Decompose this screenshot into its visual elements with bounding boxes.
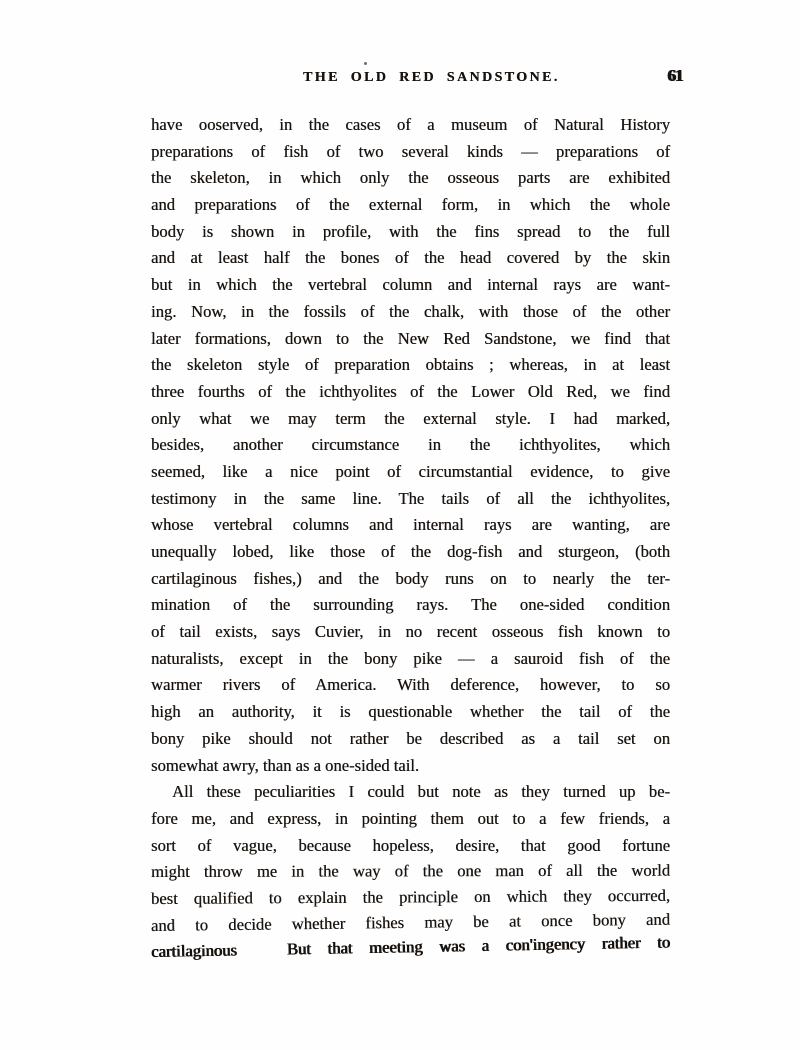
body-text (151, 112, 670, 966)
text-line: the skeleton, in which only the osseous parts are exhibited (151, 168, 670, 188)
text-line: preparations of fish of two several kinds — preparations of (151, 141, 670, 161)
text-line: mination of the surrounding rays. The one-sided condition (151, 595, 670, 615)
text-line: best qualified to explain the principle on which they occurred, (150, 885, 671, 908)
text-line: cartilaginous But that meeting was a con'ingency rather to (150, 932, 671, 962)
text-line: whose vertebral columns and internal rays are wanting, are (151, 515, 670, 535)
text-line: might throw me in the way of the one man of all the world (150, 860, 671, 882)
text-line: have ooserved, in the cases of a museum of Natural History (151, 115, 670, 134)
text-line: and to decide whether fishes may be at once bony and (150, 909, 671, 935)
text-line: All these peculiarities I could but note as they turned up be- (172, 782, 670, 802)
paragraph (151, 779, 670, 966)
paragraph (151, 112, 670, 779)
text-line: bony pike should not rather be described as a tail set on (151, 728, 670, 748)
text-line: ing. Now, in the fossils of the chalk, with those of the other (151, 301, 670, 321)
text-line: sort of vague, because hopeless, desire, that good fortune (151, 835, 670, 855)
text-line: cartilaginous fishes,) and the body runs on to nearly the ter- (151, 568, 670, 588)
text-line: besides, another circumstance in the ichthyolites, which (151, 435, 670, 455)
text-line: fore me, and express, in pointing them out to a few friends, a (151, 808, 670, 828)
text-line: the skeleton style of preparation obtains ; whereas, in at least (151, 355, 670, 375)
text-line: later formations, down to the New Red Sandstone, we find that (151, 328, 670, 348)
text-line: only what we may term the external style. I had marked, (151, 408, 670, 428)
text-line: seemed, like a nice point of circumstantial evidence, to give (151, 461, 670, 481)
ink-speck (364, 62, 367, 65)
text-line: somewhat awry, than as a one-sided tail. (151, 755, 420, 775)
text-line: warmer rivers of America. With deference, however, to so (151, 675, 670, 695)
page-number: 61 (667, 66, 682, 85)
running-header-title: THE OLD RED SANDSTONE. (303, 70, 560, 85)
text-line: body is shown in profile, with the fins spread to the full (151, 221, 670, 241)
text-line: and preparations of the external form, in which the whole (151, 195, 670, 215)
text-line: unequally lobed, like those of the dog-fish and sturgeon, (both (151, 542, 670, 561)
text-line: of tail exists, says Cuvier, in no recent osseous fish known to (151, 622, 670, 642)
text-line: naturalists, except in the bony pike — a sauroid fish of the (151, 648, 670, 668)
text-line: and at least half the bones of the head covered by the skin (151, 248, 670, 268)
text-line: three fourths of the ichthyolites of the Lower Old Red, we find (151, 381, 670, 401)
text-line: testimony in the same line. The tails of all the ichthyolites, (151, 488, 670, 508)
text-line: high an authority, it is questionable whether the tail of the (151, 702, 670, 722)
text-line: but in which the vertebral column and internal rays are want- (151, 275, 670, 295)
